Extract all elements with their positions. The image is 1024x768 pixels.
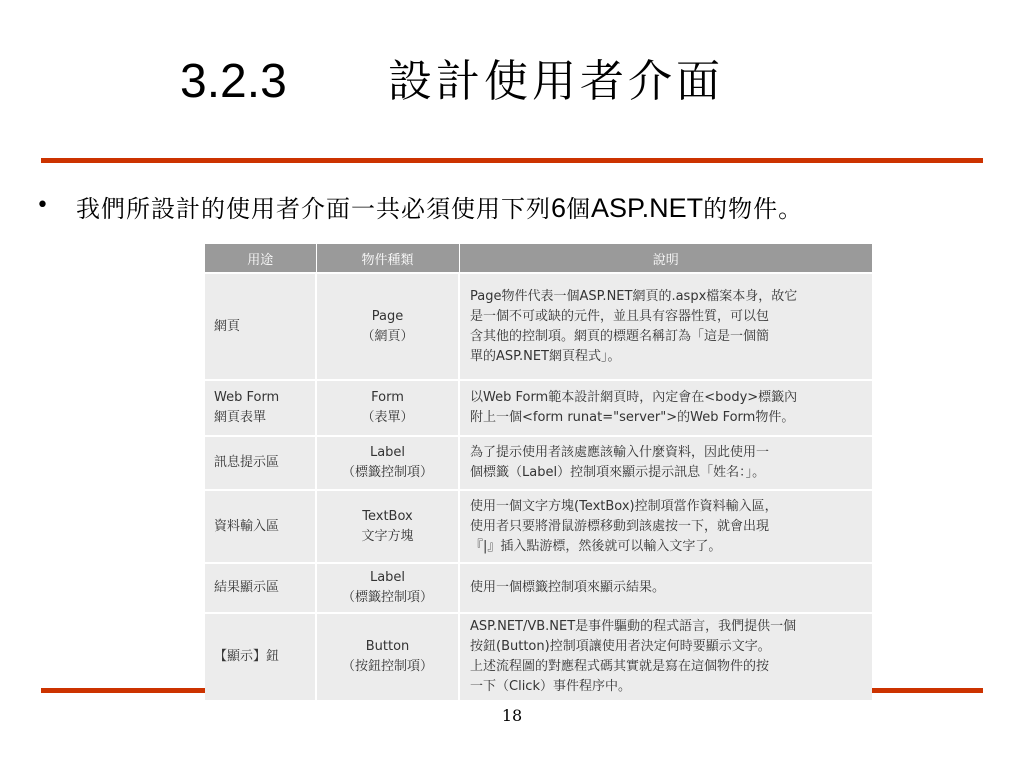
- cell-line: 使用一個標籤控制項來顯示結果。: [470, 580, 666, 595]
- cell-type: [316, 380, 459, 436]
- bullet-marker: •: [36, 193, 49, 218]
- top-divider: [41, 158, 983, 163]
- cell-line: Label: [369, 570, 406, 585]
- cell-line: （標籤控制項）: [341, 465, 433, 480]
- cell-line: 結果顯示區: [214, 580, 280, 595]
- cell-line: Web Form: [214, 390, 280, 405]
- bullet-text-part: ASP.NET: [591, 193, 704, 223]
- cell-desc: [459, 436, 872, 490]
- cell-desc: [459, 613, 872, 700]
- cell-line: 文字方塊: [361, 528, 414, 544]
- cell-line: （標籤控制項）: [341, 590, 433, 605]
- cell-line: 使用一個文字方塊(TextBox)控制項當作資料輸入區，: [470, 498, 778, 514]
- cell-line: TextBox: [362, 508, 413, 524]
- header-use: 用途: [205, 244, 316, 273]
- cell-line: 資料輸入區: [214, 518, 280, 534]
- cell-desc: [459, 563, 872, 613]
- cell-line: 按鈕(Button)控制項讓使用者決定何時要顯示文字。: [470, 639, 771, 654]
- cell-line: 是一個不可或缺的元件，並且具有容器性質，可以包: [470, 308, 770, 324]
- cell-desc: [459, 490, 872, 563]
- cell-line: 【顯示】鈕: [214, 649, 280, 664]
- header-desc: 說明: [459, 244, 872, 273]
- title-number: 3.2.3: [180, 55, 287, 108]
- cell-line: （表單）: [361, 410, 414, 425]
- cell-use: [205, 563, 316, 613]
- cell-line: （按鈕控制項）: [341, 659, 433, 674]
- cell-use: [205, 273, 316, 380]
- slide-title: [0, 52, 1024, 122]
- cell-line: 使用者只要將滑鼠游標移動到該處按一下，就會出現: [470, 518, 770, 534]
- cell-desc: [459, 273, 872, 380]
- cell-line: 訊息提示區: [214, 455, 280, 470]
- cell-line: 網頁表單: [214, 410, 267, 425]
- bullet-text-part: 個: [566, 195, 592, 223]
- cell-line: 個標籤（Label）控制項來顯示提示訊息「姓名：」。: [470, 465, 766, 480]
- object-table: [205, 244, 872, 703]
- cell-desc: [459, 380, 872, 436]
- table-header-row: [205, 244, 872, 273]
- bullet-text-part: 6: [551, 193, 567, 223]
- table-body: [205, 273, 872, 700]
- cell-line: Page物件代表一個ASP.NET網頁的.aspx檔案本身，故它: [470, 288, 798, 304]
- table-row: [205, 380, 872, 436]
- cell-line: （網頁）: [361, 328, 414, 344]
- cell-line: 含其他的控制項。網頁的標題名稱訂為「這是一個簡: [470, 328, 770, 344]
- bullet-text: [76, 190, 966, 227]
- table-row: [205, 563, 872, 613]
- cell-type: [316, 490, 459, 563]
- cell-line: 為了提示使用者該處應該輸入什麼資料，因此使用一: [470, 445, 770, 460]
- table-row: [205, 436, 872, 490]
- cell-use: [205, 490, 316, 563]
- cell-line: 以Web Form範本設計網頁時，內定會在<body>標籤內: [470, 390, 798, 405]
- cell-type: [316, 436, 459, 490]
- page-number: 18: [501, 706, 523, 725]
- cell-type: [316, 563, 459, 613]
- cell-line: 『|』插入點游標，然後就可以輸入文字了。: [470, 538, 722, 554]
- cell-line: 上述流程圖的對應程式碼其實就是寫在這個物件的按: [470, 659, 770, 674]
- cell-line: ASP.NET/VB.NET是事件驅動的程式語言，我們提供一個: [470, 619, 797, 634]
- cell-line: 附上一個<form runat="server">的Web Form物件。: [470, 410, 795, 425]
- cell-use: [205, 613, 316, 700]
- cell-use: [205, 380, 316, 436]
- table-row: [205, 490, 872, 563]
- cell-line: Form: [371, 390, 404, 405]
- table-row: [205, 613, 872, 700]
- cell-line: 網頁: [214, 318, 241, 334]
- cell-line: Button: [365, 639, 410, 654]
- title-text: 設計使用者介面: [388, 56, 724, 107]
- bullet-text-part: 的物件。: [703, 195, 804, 223]
- table-row: [205, 273, 872, 380]
- cell-line: 一下（Click）事件程序中。: [470, 679, 631, 694]
- cell-use: [205, 436, 316, 490]
- bullet-text-part: 我們所設計的使用者介面一共必須使用下列: [76, 195, 551, 223]
- cell-type: [316, 613, 459, 700]
- header-type: 物件種類: [316, 244, 459, 273]
- cell-line: Label: [369, 445, 406, 460]
- cell-line: Page: [371, 308, 404, 324]
- object-table-grid: [205, 244, 872, 700]
- cell-line: 單的ASP.NET網頁程式」。: [470, 348, 621, 364]
- cell-type: [316, 273, 459, 380]
